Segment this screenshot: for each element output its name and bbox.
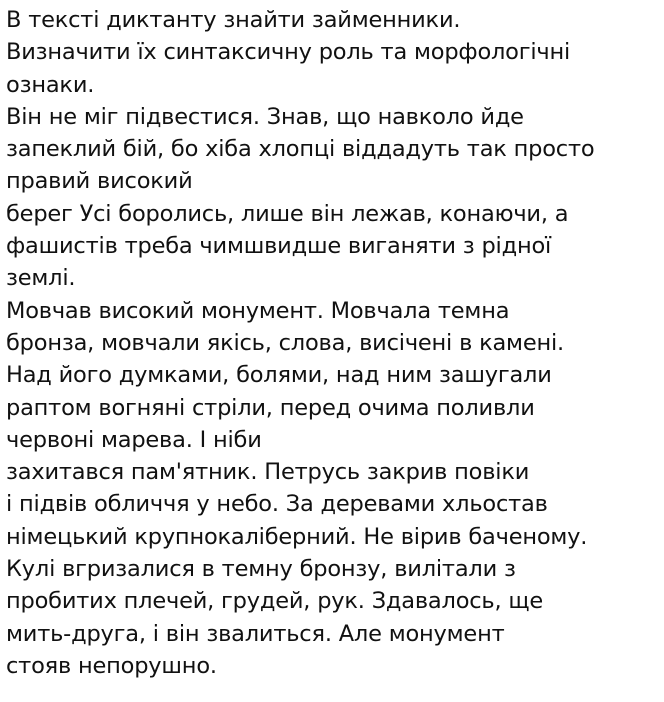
text-line: ознаки. (6, 71, 95, 98)
text-line: запеклий бій, бо хіба хлопці віддадуть так просто (6, 136, 595, 163)
text-line: В тексті диктанту знайти займенники. (6, 7, 461, 33)
text-line: Мовчав високий монумент. Мовчала темна (6, 297, 510, 324)
text-line: берег Усі боролись, лише він лежав, конаючи, а (6, 200, 569, 227)
text-line: мить-друга, і він звалиться. Але монумент (6, 620, 505, 647)
text-line: фашистів треба чимшвидше виганяти з рідної (6, 233, 552, 260)
text-line: Кулі вгризалися в темну бронзу, вилітали з (6, 556, 516, 583)
text-line: німецький крупнокаліберний. Не вірив баченому. (6, 523, 588, 550)
text-line: стояв непорушно. (6, 652, 217, 679)
text-line: землі. (6, 265, 76, 292)
text-line: і підвів обличчя у небо. За деревами хльостав (6, 491, 548, 518)
text-line: Він не міг підвестися. Знав, що навколо йде (6, 103, 524, 130)
text-line: захитався пам'ятник. Петрусь закрив повіки (6, 459, 530, 486)
text-line: пробитих плечей, грудей, рук. Здавалось, ще (6, 588, 544, 615)
text-line: правий високий (6, 168, 193, 195)
text-line: червоні марева. І ніби (6, 426, 262, 453)
text-line: бронза, мовчали якісь, слова, висічені в камені. (6, 329, 564, 356)
text-line: Над його думками, болями, над ним зашугали (6, 362, 552, 389)
text-line: Визначити їх синтаксичну роль та морфологічні (6, 39, 571, 66)
text-line: раптом вогняні стріли, перед очима поливли (6, 394, 535, 421)
handwritten-text (6, 4, 660, 682)
